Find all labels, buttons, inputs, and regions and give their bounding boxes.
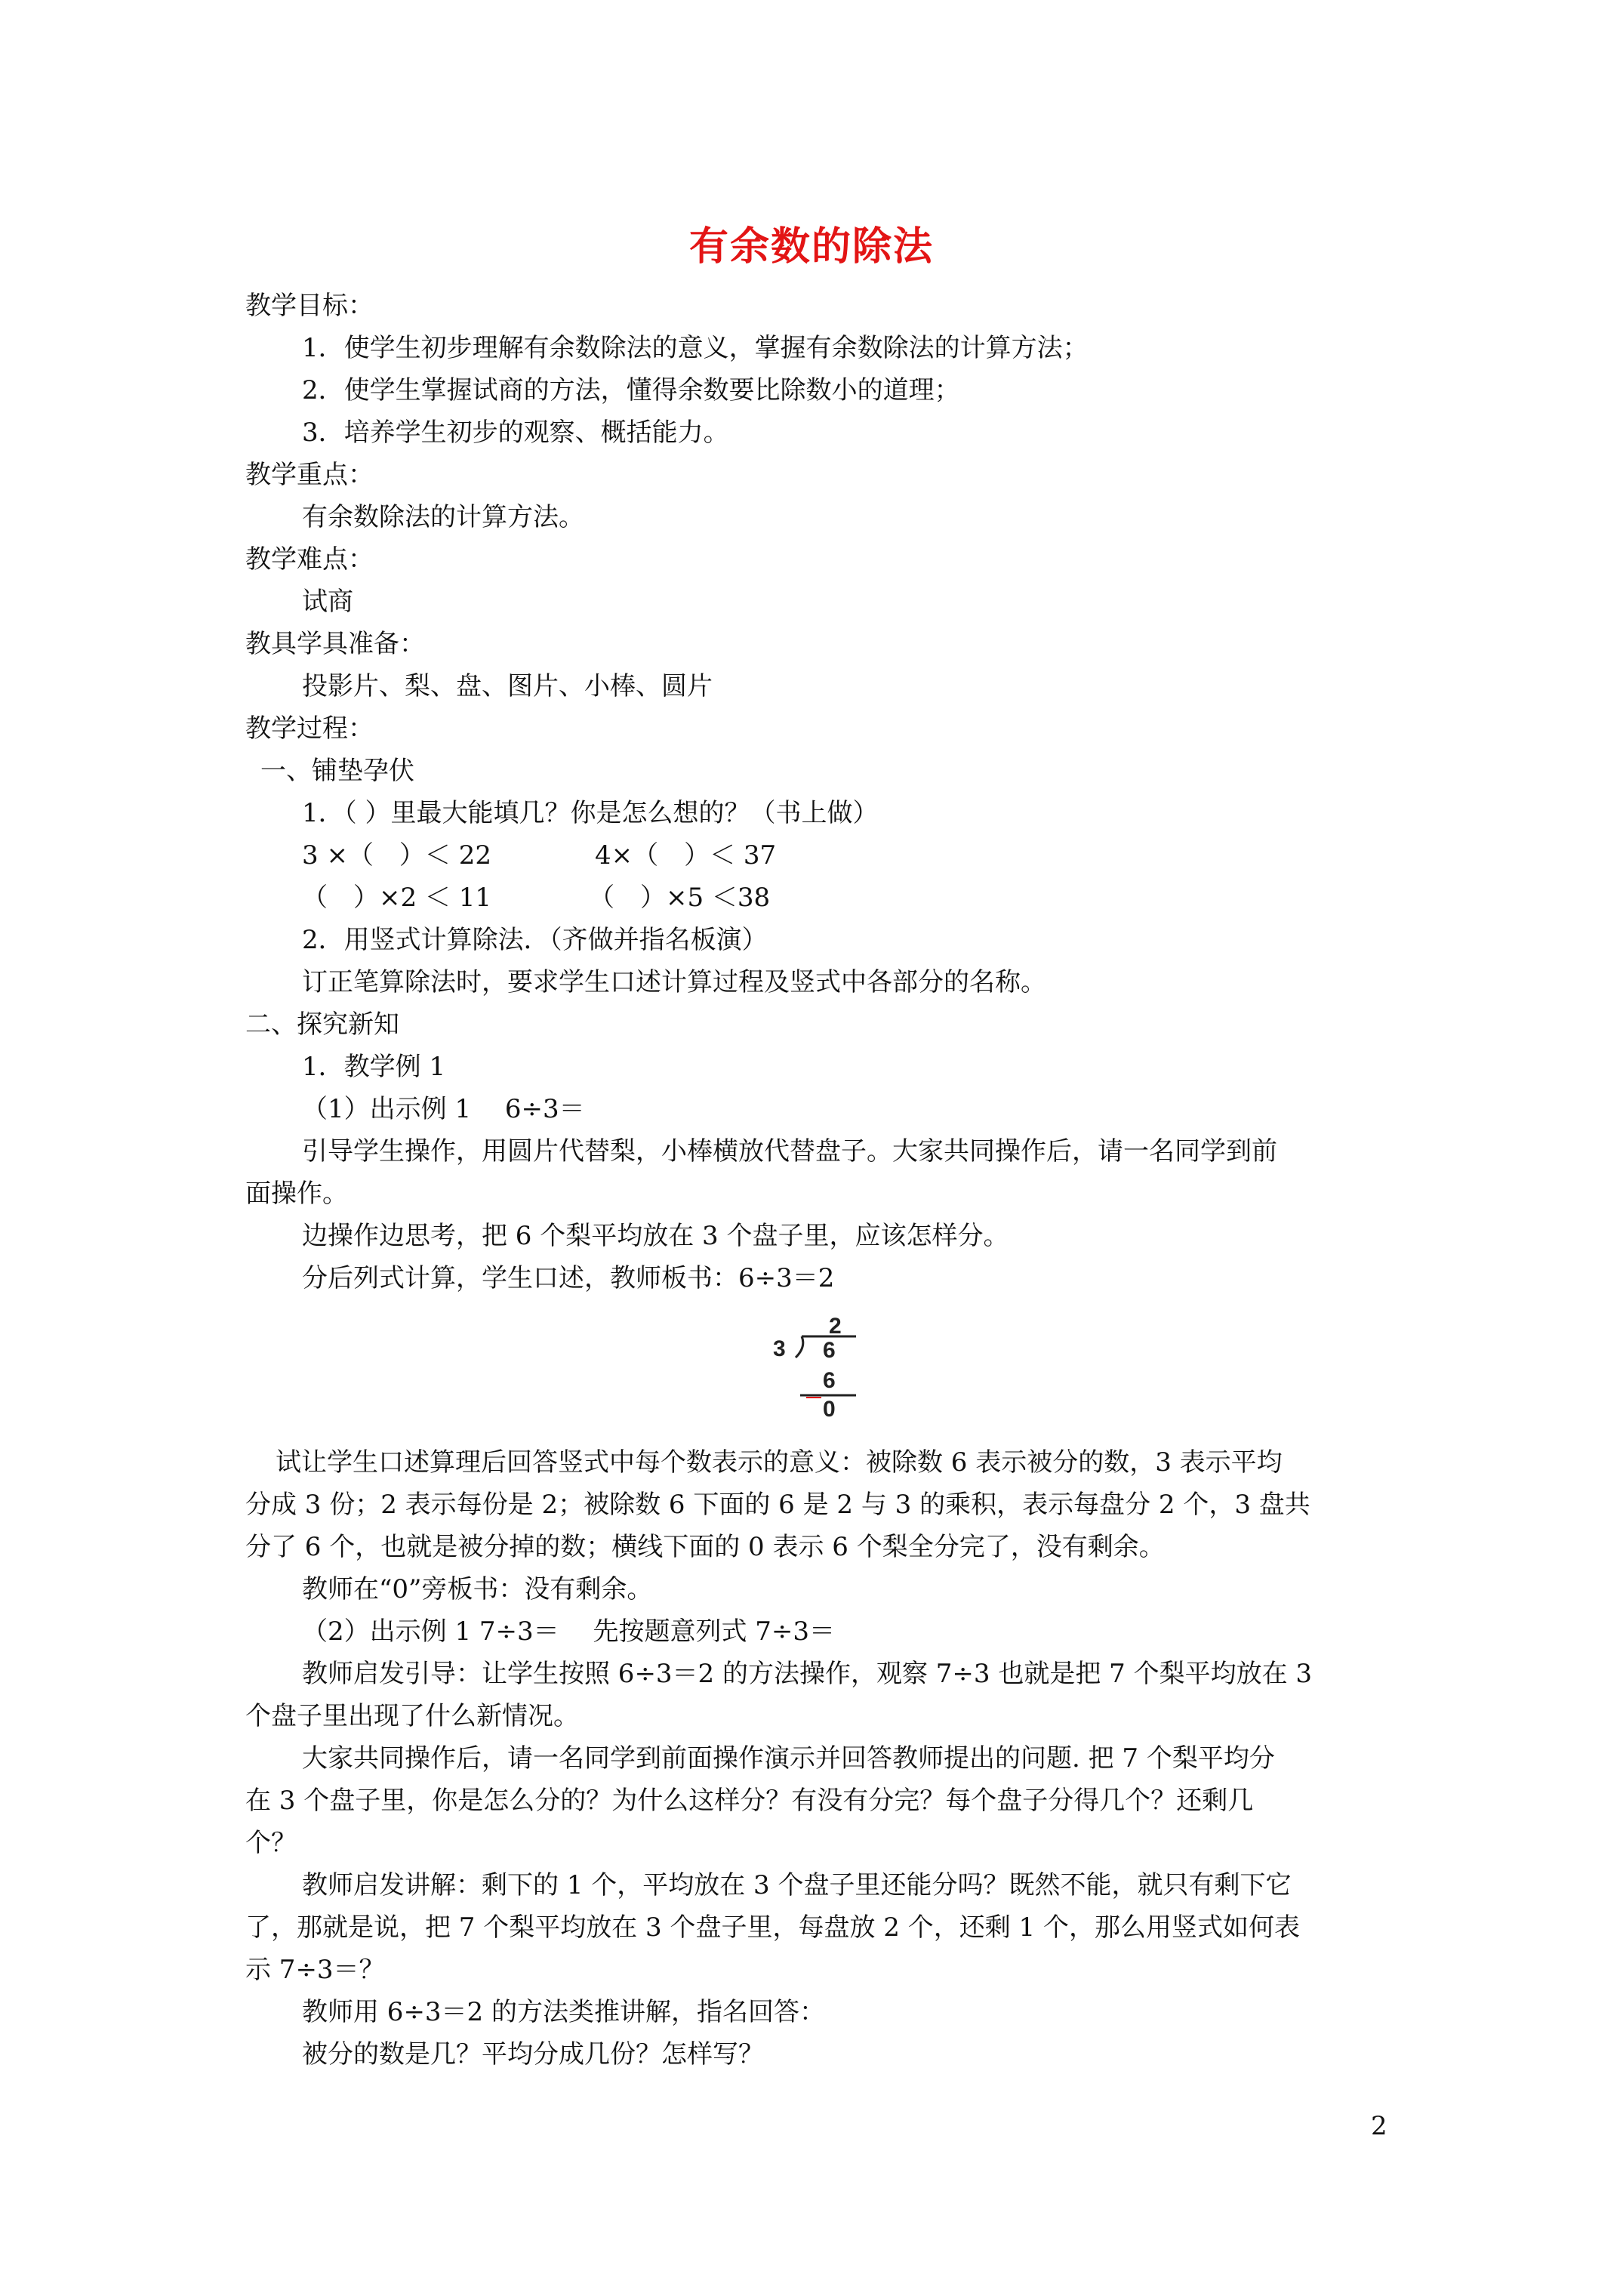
example-1-heading: 1．教学例 1 (302, 1052, 446, 1082)
paragraph-8-line-1: 教师启发讲解：剩下的 1 个，平均放在 3 个盘子里还能分吗？既然不能，就只有剩下它 (302, 1870, 1292, 1900)
key-point-text: 有余数除法的计算方法。 (302, 502, 584, 532)
divisor: 3 (773, 1336, 786, 1361)
paragraph-4-line-2: 分成 3 份；2 表示每份是 2；被除数 6 下面的 6 是 2 与 3 的乘积，表示每盘分 2 个，3 盘共 (245, 1490, 1310, 1520)
paragraph-4-line-1: 试让学生口述算理后回答竖式中每个数表示的意义：被除数 6 表示被分的数，3 表示平均 (276, 1447, 1283, 1478)
section2-heading: 二、探究新知 (245, 1009, 399, 1040)
paragraph-3: 分后列式计算，学生口述，教师板书：6÷3＝2 (302, 1263, 835, 1293)
objective-1: 1．使学生初步理解有余数除法的意义，掌握有余数除法的计算方法； (302, 333, 1089, 363)
inequality-3: （ ）×2 ＜ 11 (302, 883, 491, 913)
paragraph-9: 教师用 6÷3＝2 的方法类推讲解，指名回答： (302, 1997, 825, 2027)
paragraph-8-line-3: 示 7÷3＝？ (245, 1955, 385, 1985)
example-2-problem: （2）出示例 1 7÷3＝ 先按题意列式 7÷3＝ (302, 1616, 835, 1647)
materials-heading: 教具学具准备： (245, 629, 425, 659)
process-heading: 教学过程： (245, 713, 374, 744)
paragraph-5: 教师在“0”旁板书：没有剩余。 (302, 1574, 653, 1604)
materials-text: 投影片、梨、盘、图片、小棒、圆片 (302, 671, 713, 701)
objective-3: 3．培养学生初步的观察、概括能力。 (302, 418, 729, 448)
objective-2: 2．使学生掌握试商的方法，懂得余数要比除数小的道理； (302, 375, 960, 405)
remainder: 0 (823, 1397, 836, 1422)
inequality-1: 3 ×（ ）＜ 22 (302, 840, 491, 871)
paragraph-10: 被分的数是几？平均分成几份？怎样写？ (302, 2039, 764, 2069)
key-point-heading: 教学重点： (245, 460, 374, 490)
page-title: 有余数的除法 (688, 223, 934, 270)
quotient: 2 (829, 1314, 842, 1339)
dividend: 6 (823, 1338, 836, 1363)
inequality-2: 4×（ ）＜ 37 (595, 840, 777, 871)
objectives-heading: 教学目标： (245, 291, 374, 321)
product: 6 (823, 1368, 836, 1393)
paragraph-6-line-2: 个盘子里出现了什么新情况。 (245, 1701, 579, 1731)
difficulty-text: 试商 (302, 587, 353, 617)
section1-question-2: 2．用竖式计算除法．（齐做并指名板演） (302, 925, 768, 955)
paragraph-8-line-2: 了，那就是说，把 7 个梨平均放在 3 个盘子里，每盘放 2 个，还剩 1 个，那么用竖式如何表 (245, 1912, 1300, 1943)
page-number: 2 (1371, 2111, 1387, 2141)
paragraph-1-line-2: 面操作。 (245, 1179, 348, 1209)
example-1-problem: （1）出示例 1 6÷3＝ (302, 1094, 585, 1124)
paragraph-7-line-2: 在 3 个盘子里，你是怎么分的？为什么这样分？有没有分完？每个盘子分得几个？还剩几 (245, 1786, 1254, 1816)
paragraph-6-line-1: 教师启发引导：让学生按照 6÷3＝2 的方法操作，观察 7÷3 也就是把 7 个梨平均放在 3 (302, 1659, 1313, 1689)
paragraph-7-line-3: 个？ (245, 1828, 297, 1858)
paragraph-4-line-3: 分了 6 个，也就是被分掉的数；横线下面的 0 表示 6 个梨全分完了，没有剩余。 (245, 1532, 1165, 1562)
section1-note: 订正笔算除法时，要求学生口述计算过程及竖式中各部分的名称。 (302, 967, 1046, 997)
paragraph-7-line-1: 大家共同操作后，请一名同学到前面操作演示并回答教师提出的问题. 把 7 个梨平均分 (302, 1743, 1275, 1774)
long-division-figure (762, 1312, 876, 1425)
paragraph-2: 边操作边思考，把 6 个梨平均放在 3 个盘子里，应该怎样分。 (302, 1221, 1009, 1251)
inequality-4: （ ）×5 ＜38 (589, 883, 771, 913)
section1-heading: 一、铺垫孕伏 (260, 756, 414, 786)
paragraph-1-line-1: 引导学生操作，用圆片代替梨，小棒横放代替盘子。大家共同操作后，请一名同学到前 (302, 1136, 1277, 1166)
difficulty-heading: 教学难点： (245, 544, 374, 575)
section1-question-1: 1．（ ）里最大能填几？你是怎么想的？（书上做） (302, 798, 879, 828)
